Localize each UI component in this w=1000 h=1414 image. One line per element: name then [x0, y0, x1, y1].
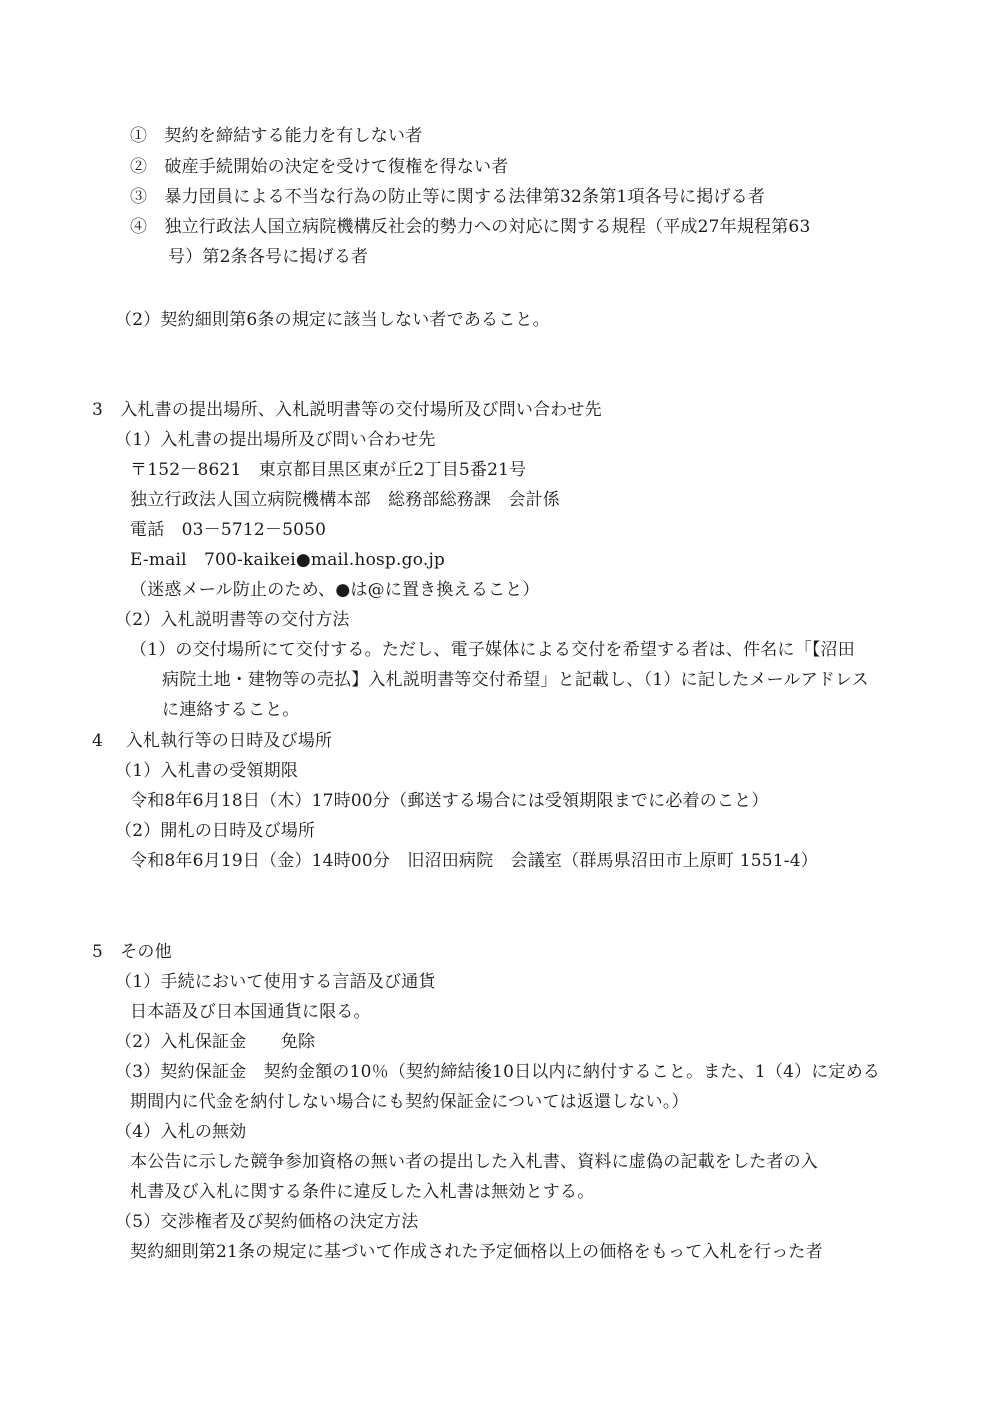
- email-note: （迷惑メール防止のため、●は@に置き換えること）: [130, 580, 540, 600]
- section-5-4-heading: （4）入札の無効: [115, 1122, 247, 1142]
- section-5-heading: 5 その他: [92, 942, 172, 962]
- section-5-1-heading: （1）手続において使用する言語及び通貨: [115, 972, 436, 992]
- postal-address: 〒152－8621 東京都目黒区東が丘2丁目5番21号: [130, 460, 527, 480]
- list-item-2: ② 破産手続開始の決定を受けて復権を得ない者: [130, 157, 509, 177]
- section-5-3-cont: 期間内に代金を納付しない場合にも契約保証金については返還しない。）: [130, 1092, 689, 1112]
- section-4-heading: 4 入札執行等の日時及び場所: [92, 731, 333, 751]
- section-5-2: （2）入札保証金 免除: [115, 1032, 316, 1052]
- list-item-1: ① 契約を締結する能力を有しない者: [130, 126, 423, 146]
- list-item-4-cont: 号）第2条各号に掲げる者: [168, 247, 369, 267]
- section-5-3: （3）契約保証金 契約金額の10％（契約締結後10日以内に納付すること。また、1（4）に定める: [115, 1062, 881, 1082]
- section-5-1-text: 日本語及び日本国通貨に限る。: [130, 1002, 371, 1022]
- list-item-3: ③ 暴力団員による不当な行為の防止等に関する法律第32条第1項各号に掲げる者: [130, 187, 766, 207]
- phone: 電話 03－5712－5050: [130, 520, 327, 540]
- section-4-1-text: 令和8年6月18日（木）17時00分（郵送する場合には受領期限までに必着のこと）: [130, 791, 769, 811]
- section-4-1-heading: （1）入札書の受領期限: [115, 761, 299, 781]
- section-4-2-heading: （2）開札の日時及び場所: [115, 821, 316, 841]
- section-3-2-heading: （2）入札説明書等の交付方法: [115, 610, 350, 630]
- list-item-4: ④ 独立行政法人国立病院機構反社会的勢力への対応に関する規程（平成27年規程第63: [130, 217, 811, 237]
- section-3-1-heading: （1）入札書の提出場所及び問い合わせ先: [115, 430, 436, 450]
- section-4-2-text: 令和8年6月19日（金）14時00分 旧沼田病院 会議室（群馬県沼田市上原町 1551-4）: [130, 851, 818, 871]
- clause-2: （2）契約細則第6条の規定に該当しない者であること。: [115, 310, 550, 330]
- section-5-4-text: 本公告に示した競争参加資格の無い者の提出した入札書、資料に虚偽の記載をした者の入: [130, 1152, 818, 1172]
- section-5-5-text: 契約細則第21条の規定に基づいて作成された予定価格以上の価格をもって入札を行った者: [130, 1242, 823, 1262]
- section-5-5-heading: （5）交渉権者及び契約価格の決定方法: [115, 1212, 419, 1232]
- section-3-2-text: （1）の交付場所にて交付する。ただし、電子媒体による交付を希望する者は、件名に「【沼田: [130, 640, 855, 660]
- section-5-4-text-cont: 札書及び入札に関する条件に違反した入札書は無効とする。: [130, 1182, 595, 1202]
- section-3-2-text-end: に連絡すること。: [162, 700, 300, 720]
- office-name: 独立行政法人国立病院機構本部 総務部総務課 会計係: [130, 490, 560, 510]
- email: E-mail 700-kaikei●mail.hosp.go.jp: [130, 550, 445, 570]
- section-3-2-text-cont: 病院土地・建物等の売払】入札説明書等交付希望」と記載し、（1）に記したメールアドレス: [162, 670, 869, 690]
- section-3-heading: 3 入札書の提出場所、入札説明書等の交付場所及び問い合わせ先: [92, 400, 602, 420]
